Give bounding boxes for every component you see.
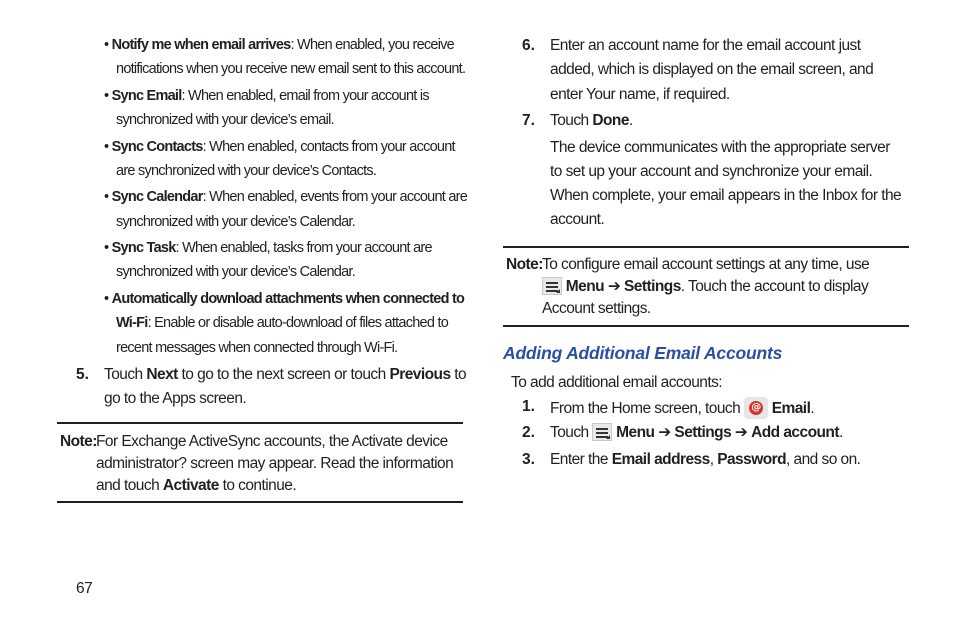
add-step-3-text: Enter the Email address, Password, and so on.: [550, 451, 861, 468]
step-7-desc-line4: account.: [550, 211, 605, 228]
bullet-sync-email: • Sync Email: When enabled, email from your account is: [104, 88, 429, 104]
page-number: 67: [76, 580, 93, 597]
note-line3: and touch Activate to continue.: [96, 477, 297, 494]
step-5-text: Touch Next to go to the next screen or touch Previous to: [104, 366, 467, 383]
step-7-desc-line1: The device communicates with the appropriate server: [550, 139, 890, 156]
bullet-notify: • Notify me when email arrives: When enabled, you receive: [104, 37, 454, 53]
note-right-bottom-rule: [503, 325, 909, 327]
note-bottom-rule: [57, 501, 463, 503]
bullet-sync-task-line2: synchronized with your device’s Calendar.: [116, 264, 355, 280]
step-5-text-line2: go to the Apps screen.: [104, 390, 247, 407]
add-step-1-number: 1.: [522, 398, 535, 415]
menu-icon: [592, 423, 612, 441]
bullet-auto-download-line3: recent messages when connected through Wi-Fi.: [116, 340, 398, 356]
bullet-sync-calendar: • Sync Calendar: When enabled, events from your account are: [104, 189, 468, 205]
add-step-3-number: 3.: [522, 451, 535, 468]
bullet-sync-calendar-line2: synchronized with your device’s Calendar.: [116, 214, 355, 230]
step-7-desc-line2: to set up your account and synchronize your email.: [550, 163, 873, 180]
bullet-notify-line2: notifications when you receive new email sent to this account.: [116, 61, 466, 77]
section-heading: Adding Additional Email Accounts: [503, 343, 783, 363]
note-line2: administrator? screen may appear. Read the information: [96, 455, 454, 472]
note-right-label: Note:: [506, 256, 543, 273]
note-label: Note:: [60, 433, 97, 450]
add-step-2-text: Touch Menu ➔ Settings ➔ Add account.: [550, 424, 843, 441]
step-6-line2: added, which is displayed on the email screen, and: [550, 61, 874, 78]
note-right-top-rule: [503, 246, 909, 248]
email-app-icon: @: [744, 397, 768, 419]
step-5-number: 5.: [76, 366, 89, 383]
bullet-sync-email-line2: synchronized with your device’s email.: [116, 112, 334, 128]
note-right-line3: Account settings.: [542, 300, 651, 317]
add-step-1-text: From the Home screen, touch @ Email.: [550, 397, 814, 419]
note-right-line1: To configure email account settings at any time, use: [542, 256, 870, 273]
bullet-sync-contacts: • Sync Contacts: When enabled, contacts from your account: [104, 139, 455, 155]
bullet-auto-download: • Automatically download attachments when connected to: [104, 291, 465, 307]
step-7-number: 7.: [522, 112, 535, 129]
step-6-line3: enter Your name, if required.: [550, 86, 730, 103]
note-top-rule: [57, 422, 463, 424]
intro-text: To add additional email accounts:: [511, 374, 723, 391]
note-right-line2: Menu ➔ Settings. Touch the account to display: [542, 277, 868, 297]
bullet-sync-contacts-line2: are synchronized with your device’s Contacts.: [116, 163, 377, 179]
step-7-desc-line3: When complete, your email appears in the Inbox for the: [550, 187, 902, 204]
bullet-sync-task: • Sync Task: When enabled, tasks from your account are: [104, 240, 432, 256]
step-6-number: 6.: [522, 37, 535, 54]
note-line1: For Exchange ActiveSync accounts, the Activate device: [96, 433, 448, 450]
step-6-line1: Enter an account name for the email account just: [550, 37, 861, 54]
bullet-auto-download-line2: Wi-Fi: Enable or disable auto-download of files attached to: [116, 315, 449, 331]
add-step-2-number: 2.: [522, 424, 535, 441]
menu-icon: [542, 277, 562, 295]
step-7-text: Touch Done.: [550, 112, 633, 129]
